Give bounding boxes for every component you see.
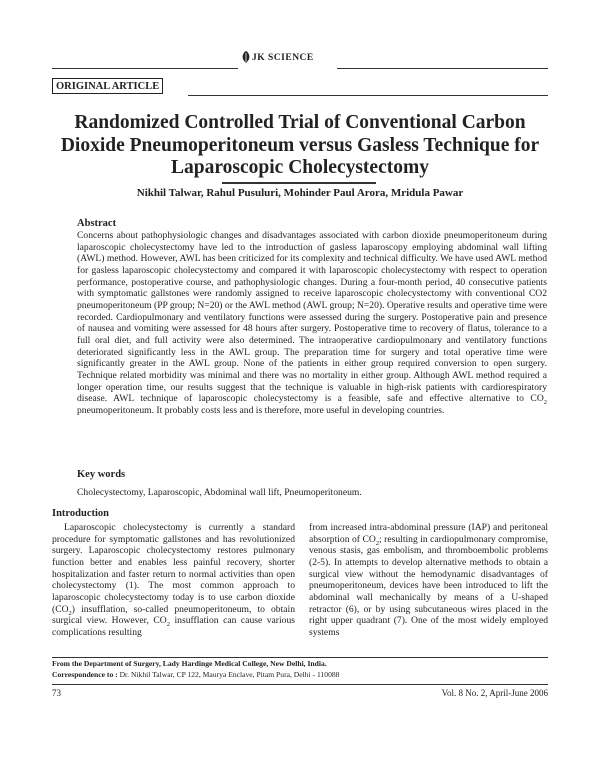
journal-logo-icon — [240, 50, 252, 64]
intro-col2-part2: ; resulting in cardiopulmonary compromise, venous stasis, gas embolism, and thromboembolic problems (2-5). In attempts to develop alternative methods to obtain a surgical view without the hemodynamic disadvantages of pneumoperitoneum, devices have been introduced to lift the abdominal wall mechanically by means of a U-shaped retractor (6), or by using subcutaneous wires placed in the right upper quadrant (7). One of the most widely employed systems — [309, 533, 548, 638]
intro-col1-part3: insufflation can cause various complications resulting — [52, 615, 295, 638]
correspondence-note — [52, 670, 339, 679]
abstract-heading: Abstract — [77, 218, 117, 229]
intro-col1-subscript2: 2 — [166, 621, 170, 629]
introduction-heading: Introduction — [52, 508, 109, 519]
correspondence-address: Dr. Nikhil Talwar, CP 122, Maurya Enclave, Pitam Pura, Delhi - 110088 — [119, 670, 340, 679]
introduction-column-right — [309, 522, 548, 639]
journal-name: JK SCIENCE — [252, 53, 314, 63]
volume-info: Vol. 8 No. 2, April-June 2006 — [441, 688, 548, 698]
intro-col1-part2: ) insufflation, so-called pneumoperitoneum, to obtain surgical view. However, CO — [52, 603, 295, 627]
intro-col2-subscript: 2 — [375, 539, 380, 547]
header-rule-left — [52, 68, 238, 69]
article-type-label: ORIGINAL ARTICLE — [52, 78, 163, 94]
title-rule — [222, 182, 376, 184]
abstract-text-part1: Concerns about pathophysiologic changes and disadvantages associated with carbon dioxide pneumoperitoneum during laparoscopic cholecystectomy have led to the introduction of gasless laparoscopy employing abdominal wall lifting (AWL) method. However, AWL has been criticized for its complexity and technical difficulty. We have used AWL method for gasless laparoscopic cholecystectomy and compared it with laparoscopic cholecystectomy with respect to operation performance, postoperative course, and pathophysiologic changes. During a four-month period, 40 consecutive patients with symptomatic gallstones were randomly assigned to receive laparoscopic cholecystectomy with conventional CO2 pneumoperitoneum (PP group; N=20) or the AWL method (AWL group; N=20). Operative results and operative time were recorded. Cardiopulmonary and ventilatory functions were assessed during the surgery. Postoperative pain and presence of nausea and vomiting were assessed for 48 hours after surgery. Postoperative time to recovery of flatus, tolerance to a full oral diet, and full activity were also determined. The intraoperative cardiopulmonary and ventilatory functions deteriorated significantly less in the AWL group. The preparation time for surgery and total operative time were significantly greater in the AWL group. None of the patients in either group required conversion to open surgery. Technique related morbidity was minimal and there was no mortality in either group. Although AWL method required a longer operation time, our results suggest that the technique is valuable in high-risk patients with cardiorespiratory disease. AWL technique of laparoscopic cholecystectomy is a feasible, safe and effective alternative to CO — [77, 230, 547, 405]
intro-col1-part1: Laparoscopic cholecystectomy is currently a standard procedure for symptomatic gallstones and has revolutionized surgery. Laparoscopic cholecystectomy restores pulmonary function better and enables less painful recovery, shorter hospitalization and faster return to normal activities than open cholecystectomy (1). The most common approach to laparoscopic cholecystectomy today is to use carbon dioxide (CO — [52, 522, 295, 615]
introduction-column-left — [52, 522, 295, 639]
page-number: 73 — [52, 688, 61, 698]
abstract-subscript: 2 — [543, 399, 547, 407]
author-list: Nikhil Talwar, Rahul Pusuluri, Mohinder Paul Arora, Mridula Pawar — [136, 187, 464, 199]
footer-rule — [52, 657, 548, 658]
intro-col2-part1: from increased intra-abdominal pressure (IAP) and peritoneal absorption of CO — [309, 522, 548, 545]
correspondence-label: Correspondence to : — [52, 670, 120, 679]
keywords-heading: Key words — [77, 469, 126, 480]
header-rule-right — [337, 68, 548, 69]
abstract-body — [77, 230, 547, 417]
bottom-rule — [52, 684, 548, 685]
intro-col1-subscript1: 2 — [68, 609, 72, 617]
abstract-text-part2: pneumoperitoneum. It probably costs less and is therefore, more useful in developing countries. — [77, 404, 445, 416]
keywords-list: Cholecystectomy, Laparoscopic, Abdominal wall lift, Pneumoperitoneum. — [77, 487, 362, 498]
article-title: Randomized Controlled Trial of Conventional Carbon Dioxide Pneumoperitoneum versus Gasless Technique for Laparoscopic Cholecystectomy — [60, 112, 540, 178]
affiliation-note: From the Department of Surgery, Lady Hardinge Medical College, New Delhi, India. — [52, 659, 327, 668]
article-type-rule — [188, 95, 548, 96]
